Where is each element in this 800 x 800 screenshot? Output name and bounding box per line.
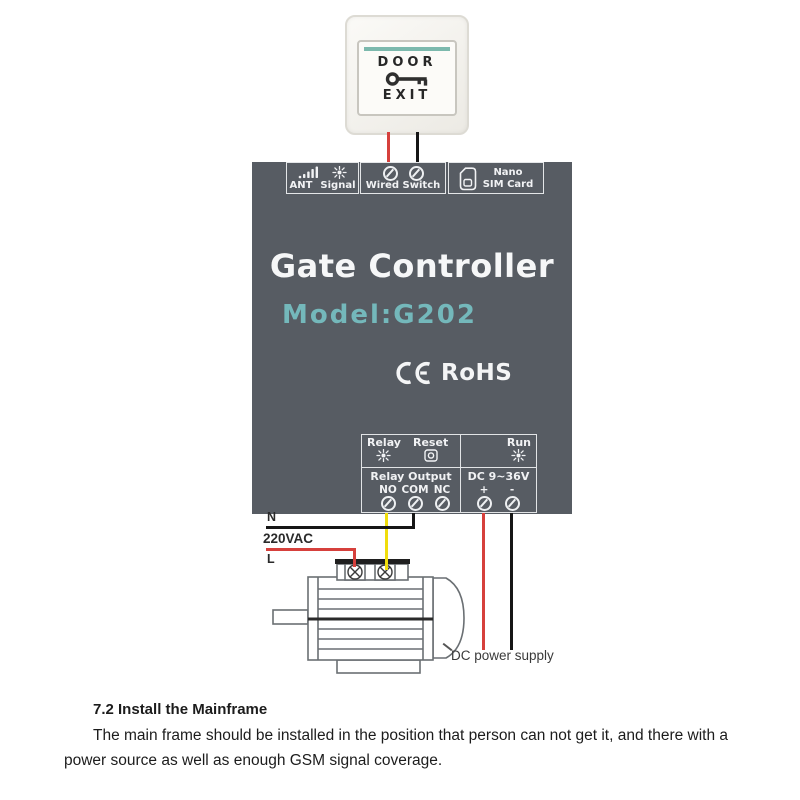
wired-switch-port: [360, 162, 446, 194]
wired-switch-terminals: [383, 166, 424, 181]
ant-signal-icons: [298, 166, 347, 179]
dc-plus-wire: [482, 513, 485, 650]
terminal-label-no: NO: [379, 484, 397, 496]
dc-input-title: DC 9~36V: [467, 470, 530, 483]
ant-signal-label: [289, 181, 355, 191]
led-icon: [332, 166, 347, 179]
sim-label-line2: SIM Card: [482, 178, 534, 190]
led-icon: [511, 449, 526, 462]
run-indicator: [507, 437, 531, 462]
reset-label: Reset: [413, 436, 449, 449]
terminal-label-com: COM: [401, 484, 429, 496]
door-exit-button: [345, 15, 469, 135]
ant-signal-port: [286, 162, 359, 194]
sim-card-label: [483, 167, 534, 190]
relay-indicator: [367, 437, 401, 462]
dc-minus-wire: [510, 513, 513, 650]
terminal-label-plus: +: [479, 484, 489, 496]
door-label: DOOR: [377, 55, 437, 70]
relay-output-title: Relay Output: [370, 470, 452, 483]
sim-label-line1: Nano: [493, 167, 523, 178]
product-title: Gate Controller: [269, 247, 555, 285]
reset-button-icon: [424, 449, 438, 462]
reset-indicator: [413, 437, 448, 462]
model-number: Model:G202: [282, 300, 477, 330]
exit-label: EXIT: [382, 88, 432, 103]
dc-input-block: [461, 468, 536, 513]
voltage-label: 220VAC: [263, 531, 314, 546]
rohs-label: RoHS: [441, 360, 513, 386]
exit-wire-black: [416, 132, 419, 162]
body-text-line1: The main frame should be installed in the position that person can not get it, and there with a: [93, 727, 729, 744]
led-icon: [376, 449, 391, 462]
terminal-label-nc: NC: [433, 484, 451, 496]
gate-controller-panel: [252, 162, 572, 514]
sim-card-icon: [459, 167, 477, 191]
screw-terminal-icon: [408, 496, 423, 511]
nano-sim-port: [448, 162, 544, 194]
screw-terminal-icon: [505, 496, 520, 511]
door-exit-face: [357, 40, 457, 116]
certification-row: [396, 360, 512, 386]
neutral-label: N: [267, 510, 277, 524]
key-icon: [385, 71, 429, 88]
screw-terminal-icon: [409, 166, 424, 181]
ant-label: ANT: [289, 180, 313, 191]
section-heading: 7.2 Install the Mainframe: [93, 701, 268, 718]
live-wire: [266, 548, 356, 551]
screw-terminal-icon: [381, 496, 396, 511]
exit-wire-red: [387, 132, 390, 162]
run-label: Run: [506, 436, 531, 449]
relay-section: [361, 434, 461, 513]
instructions-block: [64, 701, 756, 770]
screw-terminal-icon: [383, 166, 398, 181]
wired-switch-label: Wired Switch: [365, 180, 441, 191]
run-indicator-row: [461, 435, 536, 468]
signal-label: Signal: [320, 180, 356, 191]
dc-power-supply-label: DC power supply: [451, 648, 554, 663]
screw-terminal-icon: [477, 496, 492, 511]
terminal-label-minus: -: [509, 484, 515, 496]
power-section: [460, 434, 537, 513]
body-text-line2: power source as well as enough GSM signal coverage.: [64, 752, 443, 769]
relay-output-block: [362, 468, 460, 513]
live-label: L: [267, 552, 275, 566]
live-wire-vertical: [353, 550, 356, 567]
exit-accent-strip: [364, 47, 450, 51]
relay-no-wire: [385, 513, 388, 570]
motor-drawing: [268, 556, 468, 678]
relay-label: Relay: [367, 436, 401, 449]
neutral-wire: [266, 526, 415, 529]
relay-reset-indicators: [362, 435, 460, 468]
screw-terminal-icon: [435, 496, 450, 511]
signal-bars-icon: [298, 166, 322, 179]
ce-mark-icon: [396, 361, 432, 385]
